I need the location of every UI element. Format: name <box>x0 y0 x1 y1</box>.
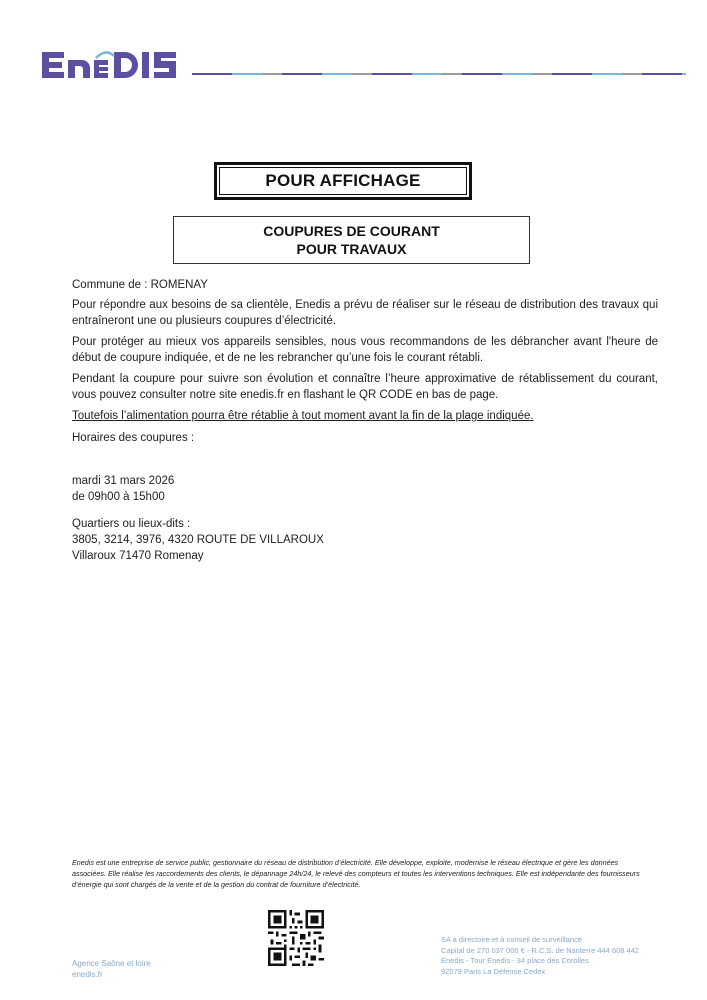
address-line-2: Villaroux 71470 Romenay <box>72 550 204 562</box>
enedis-logo <box>40 48 190 82</box>
address-line-1: 3805, 3214, 3976, 4320 ROUTE DE VILLAROUX <box>72 534 324 546</box>
qr-code[interactable] <box>268 910 324 966</box>
horaires-label: Horaires des coupures : <box>72 432 195 444</box>
pour-affichage-box <box>214 162 472 200</box>
legal-notice: Enedis est une entreprise de service public, gestionnaire du réseau de distribution d’électricité. Elle développe, exploite, modernise le réseau électrique et gère les données associées. Elle réalise les raccordements des clients, le dépannage 24h/24, le relevé des compteurs et toutes les interventions techniques. Elle est indépendante des fournisseurs d’énergie qui sont chargés de la vente et de la gestion du contrat de fourniture d’électricité. <box>72 858 640 889</box>
paragraph-2: Pour protéger au mieux vos appareils sensibles, nous vous recommandons de les débrancher avant l'heure de début de coupure indiquée, et de ne les rebrancher qu’une fois le courant rétabli. <box>72 336 658 364</box>
notice-subtitle-line1: COUPURES DE COURANT <box>263 223 440 239</box>
paragraph-1: Pour répondre aux besoins de sa clientèle, Enedis a prévu de réaliser sur le réseau de distribution des travaux qui entraîneront une ou plusieurs coupures d’électricité. <box>72 299 658 327</box>
notice-subtitle-line2: POUR TRAVAUX <box>296 241 407 257</box>
company-line-4: 92079 Paris La Défense Cedex <box>441 966 546 976</box>
notice-title: POUR AFFICHAGE <box>265 171 421 190</box>
company-line-2: Capital de 270 037 000 € - R.C.S. de Nanterre 444 608 442 <box>441 945 640 955</box>
agency-info <box>72 958 151 980</box>
header-divider <box>192 73 686 75</box>
coupures-box <box>173 216 530 264</box>
agency-name: Agence Saône et loire <box>72 959 151 968</box>
outage-date: mardi 31 mars 2026 <box>72 475 175 487</box>
company-line-3: Enedis - Tour Enedis - 34 place des Corolles <box>441 956 589 965</box>
company-info <box>441 935 639 977</box>
paragraph-3: Pendant la coupure pour suivre son évolution et connaître l’heure approximative de rétablissement du courant, vous pouvez consulter notre site enedis.fr en flashant le QR CODE en bas de page. <box>72 373 658 401</box>
outage-time: de 09h00 à 15h00 <box>72 491 165 503</box>
quartiers-label: Quartiers ou lieux-dits : <box>72 518 191 530</box>
agency-website[interactable]: enedis.fr <box>72 970 103 979</box>
paragraph-4: Toutefois l’alimentation pourra être rétablie à tout moment avant la fin de la plage indiquée. <box>72 410 534 422</box>
company-line-1: SA à directoire et à conseil de surveillance <box>441 935 582 944</box>
commune-line: Commune de : ROMENAY <box>72 279 208 291</box>
